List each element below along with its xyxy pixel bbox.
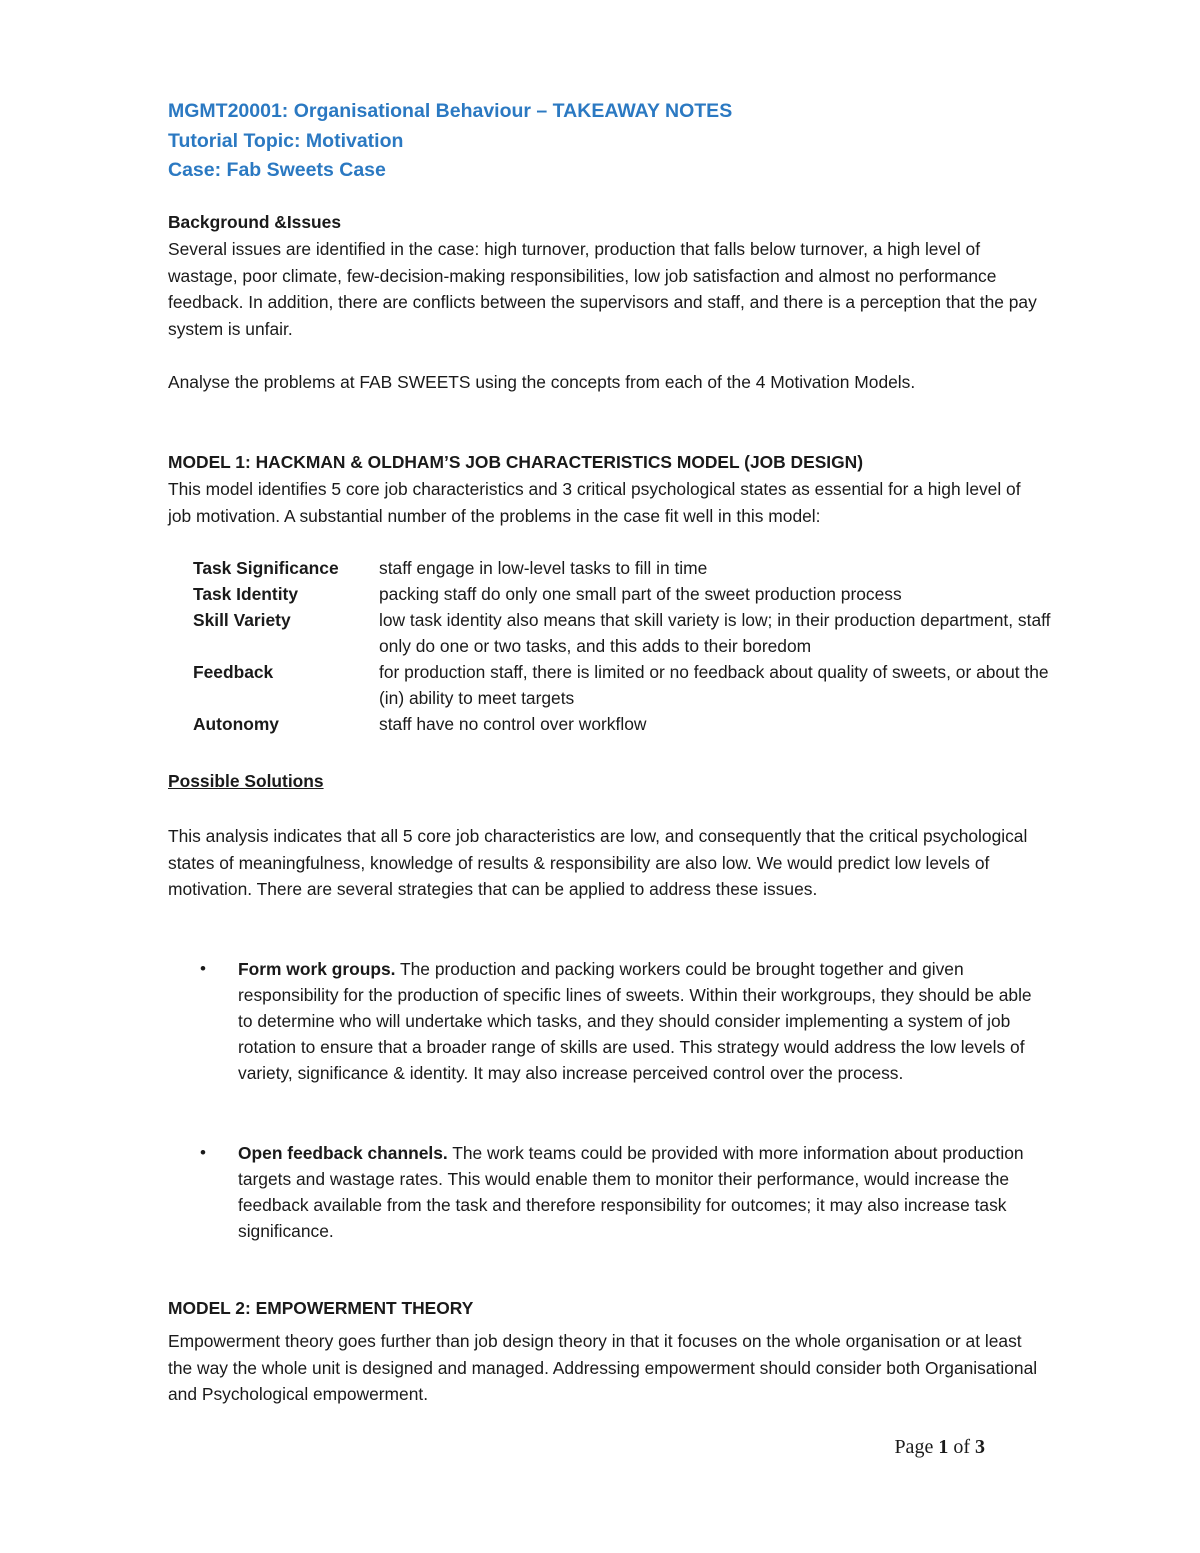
table-row <box>193 581 1053 607</box>
model1-intro: This model identifies 5 core job characteristics and 3 critical psychological states as essential for a high level of job motivation. A substantial number of the problems in the case fit well in this model: <box>168 479 1021 526</box>
characteristic-term: Autonomy <box>193 714 279 734</box>
solution-title: Form work groups. <box>238 959 396 979</box>
characteristic-description: staff engage in low-level tasks to fill in time <box>379 558 708 578</box>
total-pages: 3 <box>975 1436 985 1458</box>
characteristic-description: staff have no control over workflow <box>379 714 647 734</box>
bullet-icon: • <box>200 1143 206 1162</box>
page-number <box>894 1436 985 1459</box>
model2-heading: MODEL 2: EMPOWERMENT THEORY <box>168 1298 474 1318</box>
solutions-list <box>168 956 1048 1086</box>
table-row <box>193 555 1053 581</box>
characteristic-description: low task identity also means that skill variety is low; in their production department, staff only do one or two tasks, and this adds to their boredom <box>379 610 1051 656</box>
solution-text: The production and packing workers could be brought together and given responsibility for the production of specific lines of sweets. Within their workgroups, they should be able to determine who will undertake which tasks, and they should consider implementing a system of job rotation to ensure that a broader range of skills are used. This strategy would address the low levels of variety, significance & identity. It may also increase perceived control over the process. <box>238 959 1032 1083</box>
case-title: Case: Fab Sweets Case <box>168 159 386 181</box>
tutorial-topic: Tutorial Topic: Motivation <box>168 129 404 152</box>
solutions-list-continued <box>168 1140 1048 1244</box>
table-row <box>193 607 1053 659</box>
current-page: 1 <box>938 1436 949 1458</box>
background-paragraph: Several issues are identified in the case: high turnover, production that falls below turnover, a high level of wastage, poor climate, few-decision-making responsibilities, low job satisfaction and almost no performance feedback. In addition, there are conflicts between the supervisors and staff, and there is a perception that the pay system is unfair. <box>168 239 1037 339</box>
analysis-paragraph: This analysis indicates that all 5 core job characteristics are low, and consequently that the critical psychological states of meaningfulness, knowledge of results & responsibility are also low. We would predict low levels of motivation. There are several strategies that can be applied to address these issues. <box>168 826 1028 899</box>
solution-title: Open feedback channels. <box>238 1143 448 1163</box>
characteristic-description: for production staff, there is limited or no feedback about quality of sweets, or about the (in) ability to meet targets <box>379 662 1049 708</box>
model2-paragraph: Empowerment theory goes further than job design theory in that it focuses on the whole organisation or at least the way the whole unit is designed and managed. Addressing empowerment should consider both Organisational and Psychological empowerment. <box>168 1331 1038 1404</box>
model1-heading: MODEL 1: HACKMAN & OLDHAM’S JOB CHARACTERISTICS MODEL (JOB DESIGN) <box>168 452 864 472</box>
characteristic-term: Feedback <box>193 662 274 682</box>
list-item <box>168 1140 1048 1244</box>
possible-solutions-heading: Possible Solutions <box>168 771 324 791</box>
characteristic-term: Task Significance <box>193 558 339 578</box>
characteristic-term: Skill Variety <box>193 610 291 630</box>
page-label: Page <box>894 1436 934 1458</box>
solution-text: The work teams could be provided with more information about production targets and wastage rates. This would enable them to monitor their performance, would increase the feedback available from the task and therefore responsibility for outcomes; it may also increase task significance. <box>238 1143 1024 1241</box>
background-heading: Background &Issues <box>168 212 341 232</box>
characteristic-description: packing staff do only one small part of the sweet production process <box>379 584 902 604</box>
job-characteristics-table <box>193 555 1053 737</box>
analysis-instruction: Analyse the problems at FAB SWEETS using the concepts from each of the 4 Motivation Models. <box>168 372 916 392</box>
bullet-icon: • <box>200 959 206 978</box>
characteristic-term: Task Identity <box>193 584 299 604</box>
table-row <box>193 659 1053 711</box>
list-item <box>168 956 1048 1086</box>
of-label: of <box>953 1436 970 1458</box>
document-title-block <box>168 97 732 186</box>
course-title: MGMT20001: Organisational Behaviour – TAKEAWAY NOTES <box>168 100 733 122</box>
table-row <box>193 711 1053 737</box>
